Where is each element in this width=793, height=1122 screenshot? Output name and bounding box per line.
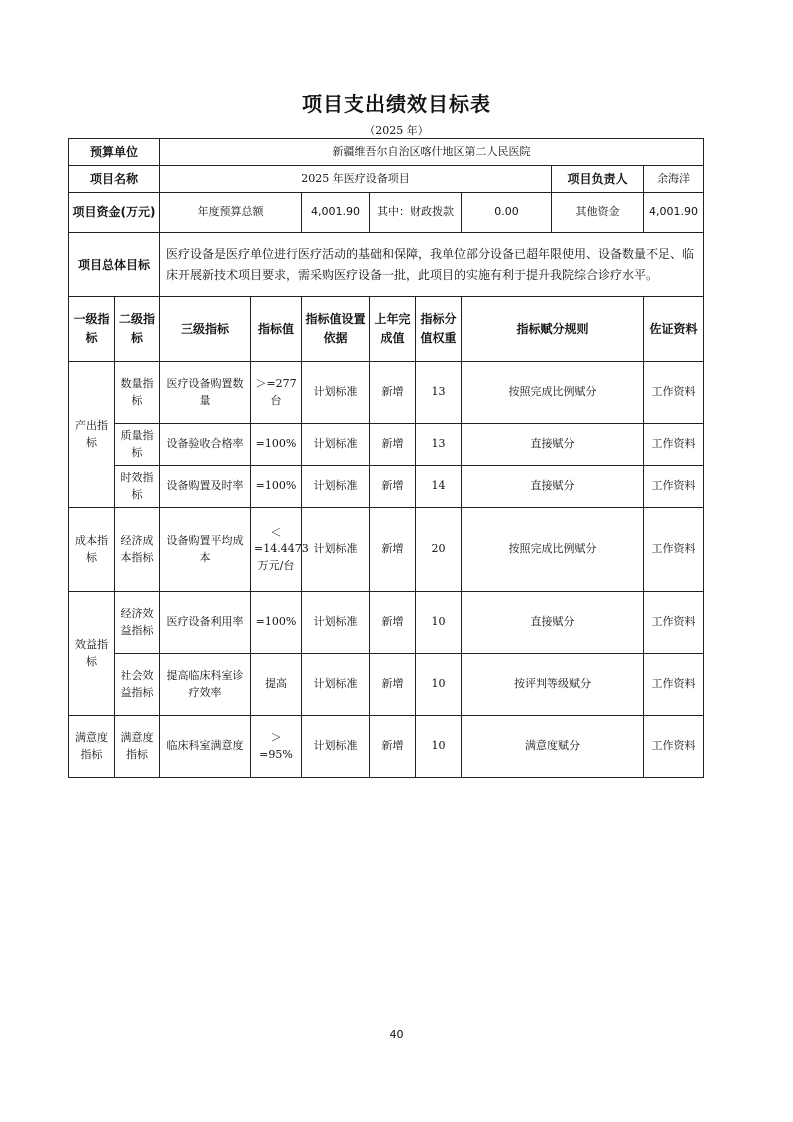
table-row bbox=[69, 716, 704, 778]
row-weight: 10 bbox=[416, 654, 462, 716]
responsible-value: 余海洋 bbox=[644, 166, 704, 193]
row-basis: 计划标准 bbox=[302, 716, 370, 778]
row-rule: 按评判等级赋分 bbox=[462, 654, 644, 716]
table-row bbox=[69, 362, 704, 424]
col-level3: 三级指标 bbox=[160, 297, 251, 362]
col-level2: 二级指标 bbox=[115, 297, 160, 362]
row-level3: 医疗设备购置数量 bbox=[160, 362, 251, 424]
row-basis: 计划标准 bbox=[302, 508, 370, 592]
budget-unit-value: 新疆维吾尔自治区喀什地区第二人民医院 bbox=[160, 139, 704, 166]
row-value: ＞=95% bbox=[251, 716, 302, 778]
row-weight: 13 bbox=[416, 362, 462, 424]
row-last-year: 新增 bbox=[370, 362, 416, 424]
row-rule: 满意度赋分 bbox=[462, 716, 644, 778]
performance-table bbox=[68, 138, 704, 778]
goal-text: 医疗设备是医疗单位进行医疗活动的基础和保障，我单位部分设备已超年限使用、设备数量不足、临床开展新技术项目要求，需采购医疗设备一批，此项目的实施有利于提升我院综合诊疗水平。 bbox=[160, 233, 704, 297]
row-evidence: 工作资料 bbox=[644, 592, 704, 654]
project-name-label: 项目名称 bbox=[69, 166, 160, 193]
group-cost: 成本指标 bbox=[69, 508, 115, 592]
row-evidence: 工作资料 bbox=[644, 508, 704, 592]
row-weight: 10 bbox=[416, 592, 462, 654]
fiscal-label: 其中：财政拨款 bbox=[370, 193, 462, 233]
annual-total-label: 年度预算总额 bbox=[160, 193, 302, 233]
row-weight: 13 bbox=[416, 424, 462, 466]
row-basis: 计划标准 bbox=[302, 362, 370, 424]
group-satisfaction: 满意度指标 bbox=[69, 716, 115, 778]
row-level3: 设备购置平均成本 bbox=[160, 508, 251, 592]
row-level2: 时效指标 bbox=[115, 466, 160, 508]
row-last-year: 新增 bbox=[370, 424, 416, 466]
table-row bbox=[69, 654, 704, 716]
other-label: 其他资金 bbox=[552, 193, 644, 233]
row-value: ＞=277台 bbox=[251, 362, 302, 424]
row-level3: 临床科室满意度 bbox=[160, 716, 251, 778]
year-label: （2025 年） bbox=[364, 124, 429, 137]
row-basis: 计划标准 bbox=[302, 466, 370, 508]
row-evidence: 工作资料 bbox=[644, 654, 704, 716]
col-basis: 指标值设置依据 bbox=[302, 297, 370, 362]
row-level2: 经济效益指标 bbox=[115, 592, 160, 654]
annual-total-value: 4,001.90 bbox=[302, 193, 370, 233]
row-level2: 质量指标 bbox=[115, 424, 160, 466]
row-level3: 设备购置及时率 bbox=[160, 466, 251, 508]
col-value: 指标值 bbox=[251, 297, 302, 362]
row-value: =100% bbox=[251, 424, 302, 466]
row-level2: 满意度指标 bbox=[115, 716, 160, 778]
group-output: 产出指标 bbox=[69, 362, 115, 508]
row-basis: 计划标准 bbox=[302, 654, 370, 716]
row-level3: 提高临床科室诊疗效率 bbox=[160, 654, 251, 716]
row-evidence: 工作资料 bbox=[644, 466, 704, 508]
table-row bbox=[69, 592, 704, 654]
row-last-year: 新增 bbox=[370, 716, 416, 778]
col-level1: 一级指标 bbox=[69, 297, 115, 362]
row-basis: 计划标准 bbox=[302, 424, 370, 466]
group-benefit: 效益指标 bbox=[69, 592, 115, 716]
row-rule: 直接赋分 bbox=[462, 592, 644, 654]
goal-label: 项目总体目标 bbox=[69, 233, 160, 297]
funds-label: 项目资金(万元) bbox=[69, 193, 160, 233]
table-row bbox=[69, 508, 704, 592]
row-weight: 20 bbox=[416, 508, 462, 592]
row-level3: 医疗设备利用率 bbox=[160, 592, 251, 654]
row-evidence: 工作资料 bbox=[644, 424, 704, 466]
row-last-year: 新增 bbox=[370, 466, 416, 508]
responsible-label: 项目负责人 bbox=[552, 166, 644, 193]
row-rule: 按照完成比例赋分 bbox=[462, 508, 644, 592]
fiscal-value: 0.00 bbox=[462, 193, 552, 233]
table-row bbox=[69, 424, 704, 466]
row-rule: 直接赋分 bbox=[462, 424, 644, 466]
project-name-value: 2025 年医疗设备项目 bbox=[160, 166, 552, 193]
row-evidence: 工作资料 bbox=[644, 362, 704, 424]
row-evidence: 工作资料 bbox=[644, 716, 704, 778]
col-evidence: 佐证资料 bbox=[644, 297, 704, 362]
row-level2: 社会效益指标 bbox=[115, 654, 160, 716]
row-level2: 经济成本指标 bbox=[115, 508, 160, 592]
col-last-year: 上年完成值 bbox=[370, 297, 416, 362]
row-level2: 数量指标 bbox=[115, 362, 160, 424]
budget-unit-label: 预算单位 bbox=[69, 139, 160, 166]
row-last-year: 新增 bbox=[370, 508, 416, 592]
col-weight: 指标分值权重 bbox=[416, 297, 462, 362]
page-title: 项目支出绩效目标表 bbox=[302, 92, 491, 116]
row-level3: 设备验收合格率 bbox=[160, 424, 251, 466]
table-row bbox=[69, 466, 704, 508]
row-value: =100% bbox=[251, 592, 302, 654]
row-value: ＜=14.4473万元/台 bbox=[251, 508, 302, 592]
page-number: 40 bbox=[389, 1028, 404, 1041]
row-last-year: 新增 bbox=[370, 654, 416, 716]
row-value: =100% bbox=[251, 466, 302, 508]
row-weight: 10 bbox=[416, 716, 462, 778]
row-value: 提高 bbox=[251, 654, 302, 716]
row-rule: 按照完成比例赋分 bbox=[462, 362, 644, 424]
col-rule: 指标赋分规则 bbox=[462, 297, 644, 362]
row-rule: 直接赋分 bbox=[462, 466, 644, 508]
row-basis: 计划标准 bbox=[302, 592, 370, 654]
row-weight: 14 bbox=[416, 466, 462, 508]
other-value: 4,001.90 bbox=[644, 193, 704, 233]
row-last-year: 新增 bbox=[370, 592, 416, 654]
